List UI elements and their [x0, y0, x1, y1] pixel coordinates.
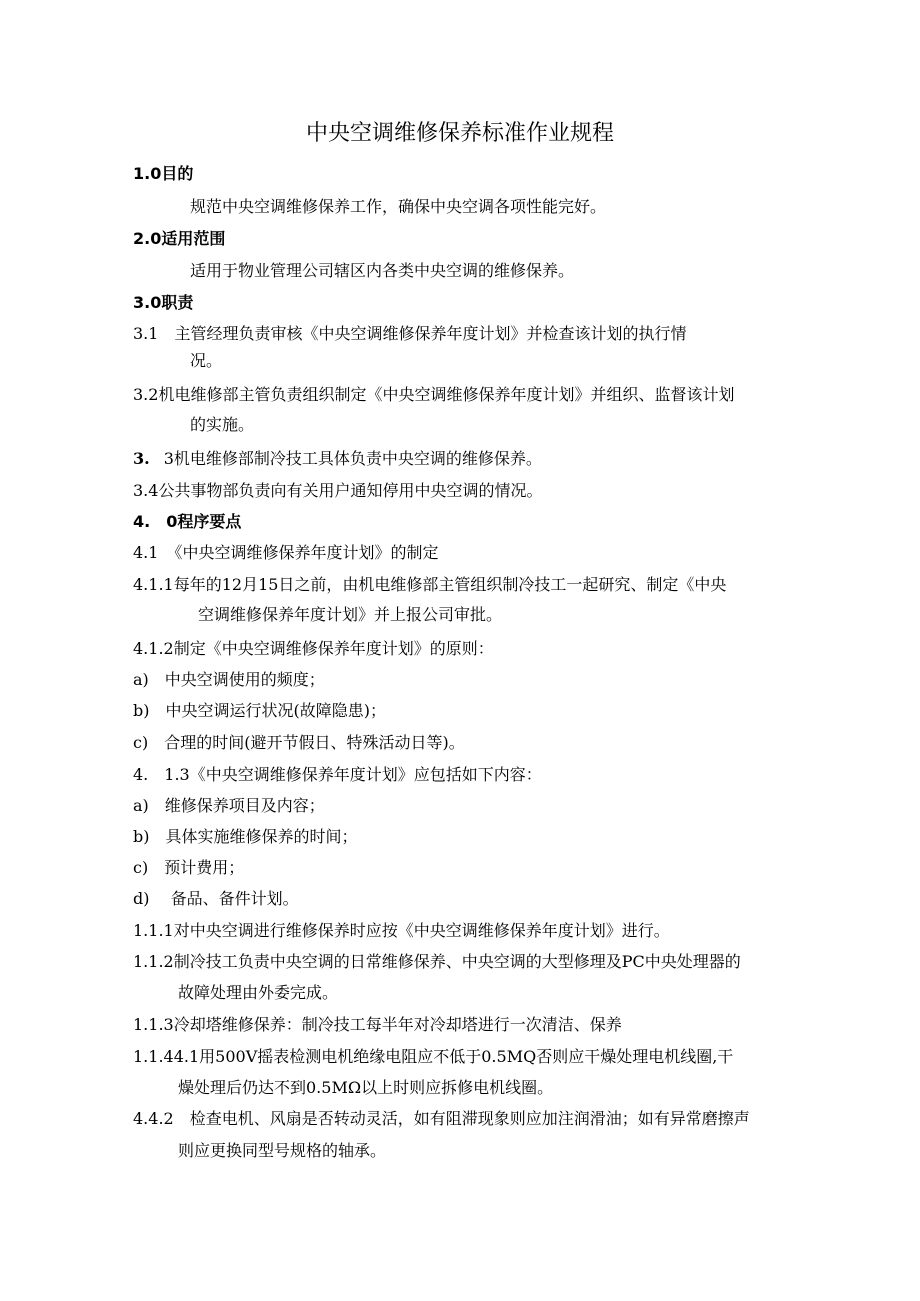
clause-1-1-3: 1.1.3冷却塔维修保养：制冷技工每半年对冷却塔进行一次清洁、保养: [133, 1015, 622, 1034]
page-title: 中央空调维修保养标准作业规程: [305, 121, 614, 146]
clause-3-3-text: 3机电维修部制冷技工具体负责中央空调的维修保养。: [163, 449, 542, 468]
content-item-b: b) 具体实施维修保养的时间；: [133, 827, 358, 846]
clause-1-1-2-line-2: 故障处理由外委完成。: [178, 983, 339, 1002]
section-2-heading: 2.0适用范围: [133, 229, 226, 248]
content-item-d: d) 备品、备件计划。: [133, 889, 299, 908]
clause-1-1-4-line-2: 燥处理后仍达不到0.5MΩ以上时则应拆修电机线圈。: [178, 1078, 554, 1097]
clause-3-1-line-1: 3.1 主管经理负责审核《中央空调维修保养年度计划》并检查该计划的执行情: [133, 324, 687, 343]
clause-3-4: 3.4公共事物部负责向有关用户通知停用中央空调的情况。: [133, 481, 543, 500]
principle-item-c: c) 合理的时间(避开节假日、特殊活动日等)。: [133, 733, 465, 752]
content-item-a: a) 维修保养项目及内容；: [133, 796, 325, 815]
clause-1-1-1: 1.1.1对中央空调进行维修保养时应按《中央空调维修保养年度计划》进行。: [133, 921, 670, 940]
section-1-heading: 1.0目的: [133, 164, 194, 183]
clause-3-3-number: 3.: [133, 449, 150, 468]
clause-4-1-2: 4.1.2制定《中央空调维修保养年度计划》的原则：: [133, 639, 494, 658]
clause-4-1-1-line-2: 空调维修保养年度计划》并上报公司审批。: [198, 605, 503, 624]
section-2-text: 适用于物业管理公司辖区内各类中央空调的维修保养。: [190, 261, 575, 280]
clause-1-1-2-line-1: 1.1.2制冷技工负责中央空调的日常维修保养、中央空调的大型修理及PC中央处理器的: [133, 952, 741, 971]
principle-item-b: b) 中央空调运行状况(故障隐患)；: [133, 701, 386, 720]
principle-item-a: a) 中央空调使用的频度；: [133, 670, 325, 689]
clause-3-2-line-1: 3.2机电维修部主管负责组织制定《中央空调维修保养年度计划》并组织、监督该计划: [133, 385, 735, 404]
content-item-c: c) 预计费用；: [133, 858, 245, 877]
clause-4-1: 4.1 《中央空调维修保养年度计划》的制定: [133, 543, 439, 562]
clause-3-1-line-2: 况。: [190, 351, 223, 370]
section-4-heading: 4. 0程序要点: [133, 512, 242, 531]
clause-3-3: [133, 448, 542, 470]
section-3-heading: 3.0职责: [133, 293, 194, 312]
clause-3-2-line-2: 的实施。: [190, 415, 255, 434]
clause-4-1-1-line-1: 4.1.1每年的12月15日之前，由机电维修部主管组织制冷技工一起研究、制定《中央: [133, 575, 727, 594]
clause-4-4-2-line-2: 则应更换同型号规格的轴承。: [178, 1141, 387, 1160]
section-1-text: 规范中央空调维修保养工作，确保中央空调各项性能完好。: [190, 197, 607, 216]
clause-1-1-4-line-1: 1.1.44.1用500V摇表检测电机绝缘电阻应不低于0.5MQ否则应干燥处理电机线圈,干: [133, 1047, 734, 1066]
clause-4-1-3: 4. 1.3《中央空调维修保养年度计划》应包括如下内容：: [133, 765, 542, 784]
clause-4-4-2-line-1: 4.4.2 检查电机、风扇是否转动灵活，如有阻滞现象则应加注润滑油；如有异常磨擦声: [133, 1109, 750, 1128]
